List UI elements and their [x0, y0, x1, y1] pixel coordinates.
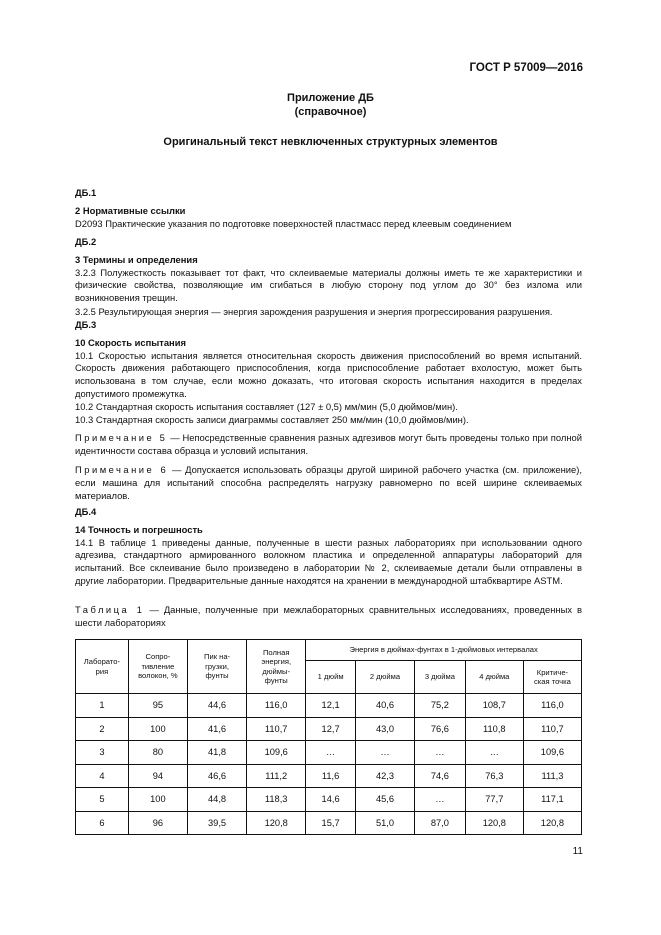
- appendix-subtitle: (справочное): [294, 106, 367, 118]
- col-total-header: Полная энергия, дюймы- фунты: [247, 640, 306, 694]
- page-number: 11: [572, 846, 583, 857]
- table-cell: …: [306, 741, 356, 765]
- table-cell: 75,2: [415, 694, 466, 718]
- note-label: Примечание 6: [75, 463, 169, 475]
- table-cell: 100: [128, 717, 187, 741]
- note-label: Примечание 5: [75, 432, 168, 444]
- section-db3: [75, 319, 582, 502]
- table-row: [76, 788, 582, 812]
- col-peak-header: Пик на- грузки, фунты: [187, 640, 246, 694]
- table-cell: 120,8: [523, 811, 581, 835]
- table-cell: 39,5: [187, 811, 246, 835]
- section-label: ДБ.4: [75, 506, 97, 517]
- table-cell: 80: [128, 741, 187, 765]
- table-row: [76, 741, 582, 765]
- note-5: Примечание 5 — Непосредственные сравнения разных адгезивов могут быть проведены только при полной идентичности состава образца и условий испытания.: [75, 432, 582, 457]
- table-cell: 118,3: [247, 788, 306, 812]
- col-3in-header: 3 дюйма: [415, 661, 466, 694]
- table-cell: 41,6: [187, 717, 246, 741]
- table-row: [76, 694, 582, 718]
- table-cell: 15,7: [306, 811, 356, 835]
- col-1in-header: 1 дюйм: [306, 661, 356, 694]
- table-caption-text: — Данные, полученные при межлабораторных сравнительных исследованиях, проведенных в шести лабораториях: [75, 604, 582, 628]
- table-cell: …: [415, 741, 466, 765]
- paragraph-10-2: 10.2 Стандартная скорость испытания составляет (127 ± 0,5) мм/мин (5,0 дюймов/мин).: [75, 400, 458, 412]
- table-cell: 108,7: [465, 694, 523, 718]
- table-cell: 116,0: [523, 694, 581, 718]
- table-row: [76, 717, 582, 741]
- table-cell: 109,6: [523, 741, 581, 765]
- note-6: Примечание 6 — Допускается использовать образцы другой шириной рабочего участка (см. приложение), если машина для испытаний способна распределять нагрузку равномерно по всей ширине склеиваемых материалов.: [75, 463, 582, 501]
- table-cell: 117,1: [523, 788, 581, 812]
- table-cell: 46,6: [187, 764, 246, 788]
- table-cell: 45,6: [355, 788, 414, 812]
- table-cell: 4: [76, 764, 129, 788]
- table-cell: 94: [128, 764, 187, 788]
- table-cell: 111,3: [523, 764, 581, 788]
- section-db2: [75, 236, 582, 319]
- table-cell: 116,0: [247, 694, 306, 718]
- table-cell: 41,8: [187, 741, 246, 765]
- table-cell: 87,0: [415, 811, 466, 835]
- table-row: [76, 811, 582, 835]
- col-lab-header: Лаборато- рия: [76, 640, 129, 694]
- section-label: ДБ.1: [75, 187, 97, 198]
- document-code: ГОСТ Р 57009—2016: [469, 62, 583, 74]
- paragraph-3-2-3: 3.2.3 Полужесткость показывает тот факт, что склеиваемые материалы должны иметь те же характеристики и физические свойства, позволяющие им сгибаться в любую сторону под углом до 30° без излома или возникновения трещин.: [75, 266, 582, 304]
- appendix-heading: [0, 91, 661, 119]
- col-2in-header: 2 дюйма: [355, 661, 414, 694]
- table-cell: 51,0: [355, 811, 414, 835]
- table-row: [76, 764, 582, 788]
- table-cell: 44,6: [187, 694, 246, 718]
- table-cell: 111,2: [247, 764, 306, 788]
- page-title: Оригинальный текст невключенных структурных элементов: [163, 136, 498, 148]
- table-cell: …: [355, 741, 414, 765]
- table-cell: …: [415, 788, 466, 812]
- table-cell: 12,1: [306, 694, 356, 718]
- table-cell: 120,8: [465, 811, 523, 835]
- table-cell: 42,3: [355, 764, 414, 788]
- table-cell: 110,7: [523, 717, 581, 741]
- section-heading: 2 Нормативные ссылки: [75, 204, 186, 216]
- col-crit-header: Критиче- ская точка: [523, 661, 581, 694]
- table-cell: 43,0: [355, 717, 414, 741]
- table-cell: 96: [128, 811, 187, 835]
- paragraph-10-3: 10.3 Стандартная скорость записи диаграммы составляет 250 мм/мин (10,0 дюймов/мин).: [75, 413, 469, 425]
- section-label: ДБ.2: [75, 236, 97, 247]
- table-cell: 3: [76, 741, 129, 765]
- section-label: ДБ.3: [75, 319, 97, 330]
- col-group-header: Энергия в дюймах-фунтах в 1-дюймовых интервалах: [306, 640, 582, 661]
- section-text: D2093 Практические указания по подготовке поверхностей пластмасс перед клеевым соединением: [75, 217, 512, 229]
- table-cell: 95: [128, 694, 187, 718]
- appendix-title: Приложение ДБ: [287, 92, 374, 104]
- table-cell: 40,6: [355, 694, 414, 718]
- table-cell: …: [465, 741, 523, 765]
- section-db4: [75, 506, 582, 588]
- section-db1: [75, 187, 582, 230]
- table-cell: 14,6: [306, 788, 356, 812]
- table-body: [76, 694, 582, 835]
- section-heading: 3 Термины и определения: [75, 253, 198, 265]
- table-cell: 2: [76, 717, 129, 741]
- paragraph-14-1: 14.1 В таблице 1 приведены данные, полученные в шести разных лабораториях при использовании одного адгезива, стандартного армированного волокном пластика и определенной аппаратуры лабораторий для испытаний. Все склеивание было произведено в лаборатории № 2, склеиваемые детали были отправлены в другие лаборатории. Предварительные данные находятся на хранении в международной штабквартире ASTM.: [75, 536, 582, 586]
- col-4in-header: 4 дюйма: [465, 661, 523, 694]
- section-heading: 14 Точность и погрешность: [75, 523, 203, 535]
- section-heading: 10 Скорость испытания: [75, 336, 186, 348]
- table-caption: [75, 604, 582, 630]
- table-cell: 120,8: [247, 811, 306, 835]
- table-cell: 12,7: [306, 717, 356, 741]
- table-cell: 76,6: [415, 717, 466, 741]
- table-cell: 6: [76, 811, 129, 835]
- paragraph-3-2-5: 3.2.5 Результирующая энергия — энергия зарождения разрушения и энергия прогрессирования разрушения.: [75, 305, 553, 317]
- col-resist-header: Сопро- тивление волокон, %: [128, 640, 187, 694]
- table-cell: 76,3: [465, 764, 523, 788]
- table-cell: 11,6: [306, 764, 356, 788]
- paragraph-10-1: 10.1 Скоростью испытания является относительная скорость движения приспособлений во время испытаний. Скорость движения работающего приспособления, когда приспособление работает вхолостую, может быть использована в том случае, если можно доказать, что итоговая скорость испытания находится в пределах допустимого промежутка.: [75, 349, 582, 399]
- data-table: [75, 639, 582, 835]
- table-cell: 74,6: [415, 764, 466, 788]
- table-label: Таблица 1: [75, 604, 145, 615]
- table-cell: 77,7: [465, 788, 523, 812]
- table-cell: 109,6: [247, 741, 306, 765]
- table-cell: 1: [76, 694, 129, 718]
- table-cell: 5: [76, 788, 129, 812]
- table-cell: 110,7: [247, 717, 306, 741]
- table-cell: 100: [128, 788, 187, 812]
- table-cell: 110,8: [465, 717, 523, 741]
- table-cell: 44,8: [187, 788, 246, 812]
